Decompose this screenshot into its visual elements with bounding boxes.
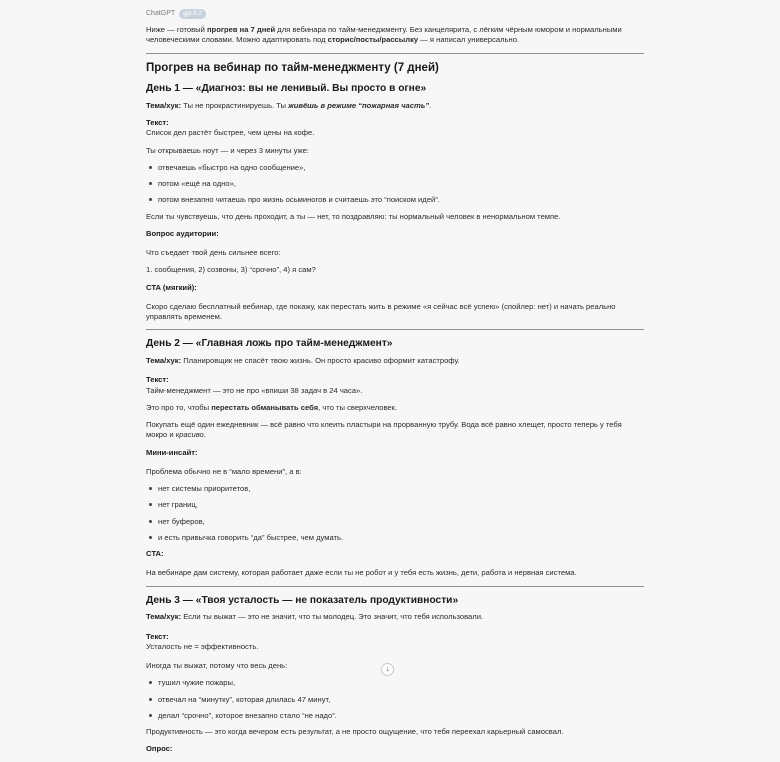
- day1-heading: День 1 — «Диагноз: вы не ленивый. Вы просто в огне»: [146, 83, 427, 95]
- day1-list: [146, 163, 644, 206]
- scroll-down-button[interactable]: [381, 663, 394, 676]
- list-item: нет буферов,: [146, 517, 644, 527]
- day3-poll-label: Опрос:: [146, 744, 173, 754]
- day1-text-2: Ты открываешь ноут — и через 3 минуты уже:: [146, 145, 309, 155]
- day3-heading: День 3 — «Твоя усталость — не показатель продуктивности»: [146, 594, 459, 606]
- day3-text-3: Продуктивность — это когда вечером есть результат, а не просто ощущение, что тебя переехал карьерный самосвал.: [146, 727, 564, 737]
- day3-text-2: Иногда ты выжат, потому что весь день:: [146, 661, 288, 671]
- divider: [146, 586, 644, 587]
- list-item: тушил чужие пожары,: [146, 678, 644, 688]
- day1-cta-text: Скоро сделаю бесплатный вебинар, где покажу, как перестать жить в режиме «я сейчас всё успею» (спойлер: нет) и начать реально управлять временем.: [146, 301, 616, 322]
- list-item: отвечаешь «быстро на одно сообщение»,: [146, 163, 644, 173]
- list-item: потом «ещё на одно»,: [146, 179, 644, 189]
- list-item: нет границ,: [146, 500, 644, 510]
- list-item: делал “срочно”, которое внезапно стало “не надо”.: [146, 711, 644, 721]
- day2-list: [146, 484, 644, 543]
- assistant-name: ChatGPT: [146, 10, 176, 18]
- day2-cta-text: На вебинаре дам систему, которая работает даже если ты не робот и у тебя есть жизнь, дети, работа и нервная система.: [146, 568, 577, 578]
- day2-insight-1: Проблема обычно не в “мало времени”, а в:: [146, 466, 302, 476]
- arrow-down-icon: ↓: [385, 664, 390, 674]
- list-item: отвечал на “минутку”, которая длилась 47 минут,: [146, 695, 644, 705]
- divider: [146, 53, 644, 54]
- model-badge[interactable]: gpt-5.2: [179, 9, 206, 19]
- day3-theme: Тема/хук: Если ты выжат — это не значит, что ты молодец. Это значит, что тебя использовали.: [146, 612, 484, 622]
- message-header: [146, 8, 644, 20]
- intro-paragraph: Ниже — готовый прогрев на 7 дней для вебинара по тайм-менеджменту. Без канцелярита, с лёгким чёрным юмором и нормальными человеческими словами. Можно адаптировать под сторис/посты/рассылку — я написал универсально.: [146, 25, 622, 45]
- day2-heading: День 2 — «Главная ложь про тайм-менеджмент»: [146, 338, 393, 350]
- day1-text-label: Текст:: [146, 118, 169, 128]
- day3-list: [146, 678, 644, 721]
- day1-question-label: Вопрос аудитории:: [146, 228, 219, 238]
- day2-text-1: Тайм-менеджмент — это не про «впиши 38 задач в 24 часа».: [146, 385, 363, 395]
- divider: [146, 329, 644, 330]
- day2-cta-label: CTA:: [146, 549, 164, 559]
- day2-insight-label: Мини-инсайт:: [146, 447, 198, 457]
- day2-text-2: Это про то, чтобы перестать обманывать себя, что ты сверхчеловек.: [146, 402, 398, 412]
- day2-text-label: Текст:: [146, 375, 169, 385]
- day2-theme: Тема/хук: Планировщик не спасёт твою жизнь. Он просто красиво оформит катастрофу.: [146, 356, 460, 366]
- page-title: Прогрев на вебинар по тайм-менеджменту (7 дней): [146, 61, 439, 74]
- list-item: потом внезапно читаешь про жизнь осьминогов и считаешь это “поиском идей”.: [146, 195, 644, 205]
- day1-question-2: 1. сообщения, 2) созвоны, 3) “срочно”, 4) я сам?: [146, 265, 316, 275]
- day3-text-1: Усталость не = эффективность.: [146, 641, 259, 651]
- day1-text-3: Если ты чувствуешь, что день проходит, а ты — нет, то поздравляю: ты нормальный человек в ненормальном темпе.: [146, 211, 561, 221]
- day2-text-3: Покупать ещё один ежедневник — всё равно что клеить пластыри на прорванную трубу. Вода всё равно хлещет, просто теперь у тебя мокро и красиво.: [146, 420, 622, 440]
- list-item: и есть привычка говорить “да” быстрее, чем думать.: [146, 533, 644, 543]
- day3-text-label: Текст:: [146, 631, 169, 641]
- day1-text-1: Список дел растёт быстрее, чем цены на кофе.: [146, 128, 315, 138]
- day1-cta-label: CTA (мягкий):: [146, 282, 197, 292]
- assistant-message: [146, 8, 644, 762]
- list-item: нет системы приоритетов,: [146, 484, 644, 494]
- day1-theme: Тема/хук: Ты не прокрастинируешь. Ты живёшь в режиме “пожарная часть”.: [146, 100, 432, 110]
- day1-question-1: Что съедает твой день сильнее всего:: [146, 248, 281, 258]
